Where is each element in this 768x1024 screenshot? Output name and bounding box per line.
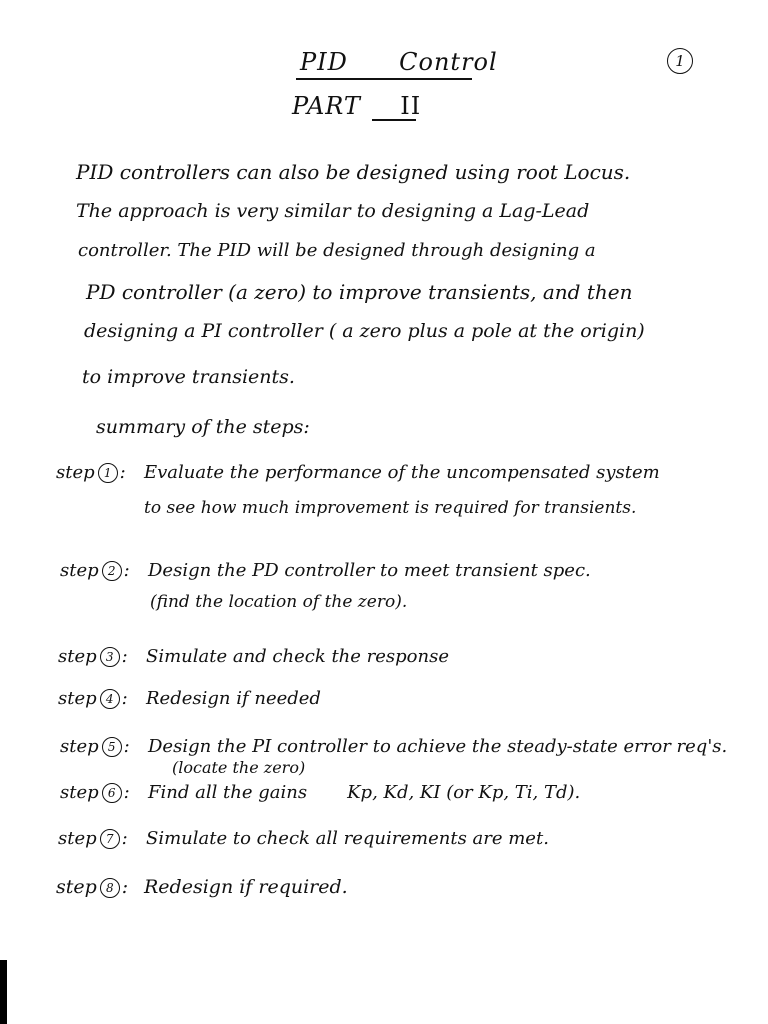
intro-line-2: The approach is very similar to designing a Lag-Lead: [76, 200, 590, 222]
step-6-text: Find all the gains: [148, 782, 308, 803]
title-pid: PID: [300, 48, 348, 76]
step-8-text: Redesign if required.: [144, 876, 348, 898]
step-6: step 6 : Find all the gains Kp, Kd, KI (or Kp, Ti, Td).: [60, 782, 581, 803]
step-number-badge: 2: [102, 561, 122, 581]
page-number: 1: [667, 48, 693, 74]
step-label: step: [60, 560, 99, 581]
step-label: step: [56, 462, 95, 483]
step-7: step 7 : Simulate to check all requirements are met.: [58, 828, 549, 849]
step-number-badge: 7: [100, 829, 120, 849]
intro-line-5: designing a PI controller ( a zero plus a pole at the origin): [84, 320, 645, 342]
step-number-badge: 3: [100, 647, 120, 667]
scan-edge-shadow: [0, 960, 7, 1024]
step-label: step: [56, 876, 97, 898]
step-5-text: Design the PI controller to achieve the steady-state error req's.: [148, 736, 728, 757]
title-part: PART: [292, 92, 361, 120]
title-roman: II: [400, 92, 422, 120]
step-2-text: Design the PD controller to meet transient spec.: [148, 560, 591, 581]
title-line-1: [300, 48, 498, 76]
step-label: step: [58, 688, 97, 709]
step-3-text: Simulate and check the response: [146, 646, 449, 667]
step-5-continuation: (locate the zero): [172, 758, 306, 777]
step-5: step 5 : Design the PI controller to achieve the steady-state error req's.: [60, 736, 728, 757]
step-4-text: Redesign if needed: [146, 688, 321, 709]
step-number-badge: 1: [98, 463, 118, 483]
roman-underline: [372, 119, 416, 121]
step-2: step 2 : Design the PD controller to meet transient spec.: [60, 560, 591, 581]
step-3: step 3 : Simulate and check the response: [58, 646, 449, 667]
step-8: step 8 : Redesign if required.: [56, 876, 348, 898]
intro-line-4: PD controller (a zero) to improve transients, and then: [86, 280, 633, 304]
step-2-continuation: (find the location of the zero).: [150, 592, 408, 612]
step-1-text: Evaluate the performance of the uncompensated system: [144, 462, 660, 483]
title-underline: [296, 78, 472, 80]
step-7-text: Simulate to check all requirements are met.: [146, 828, 549, 849]
step-number-badge: 8: [100, 878, 120, 898]
summary-heading: summary of the steps:: [96, 416, 310, 438]
step-6-gains: Kp, Kd, KI (or Kp, Ti, Td).: [347, 782, 581, 803]
step-1: step 1 : Evaluate the performance of the uncompensated system: [56, 462, 660, 483]
title-line-2: [292, 92, 421, 120]
intro-line-3: controller. The PID will be designed through designing a: [78, 240, 596, 261]
step-label: step: [58, 646, 97, 667]
step-label: step: [58, 828, 97, 849]
step-number-badge: 4: [100, 689, 120, 709]
step-4: step 4 : Redesign if needed: [58, 688, 321, 709]
step-label: step: [60, 736, 99, 757]
step-label: step: [60, 782, 99, 803]
step-number-badge: 5: [102, 737, 122, 757]
step-1-continuation: to see how much improvement is required for transients.: [144, 498, 637, 518]
title-control: Control: [399, 48, 498, 76]
intro-line-6: to improve transients.: [82, 366, 295, 388]
intro-line-1: PID controllers can also be designed using root Locus.: [76, 160, 631, 184]
step-number-badge: 6: [102, 783, 122, 803]
